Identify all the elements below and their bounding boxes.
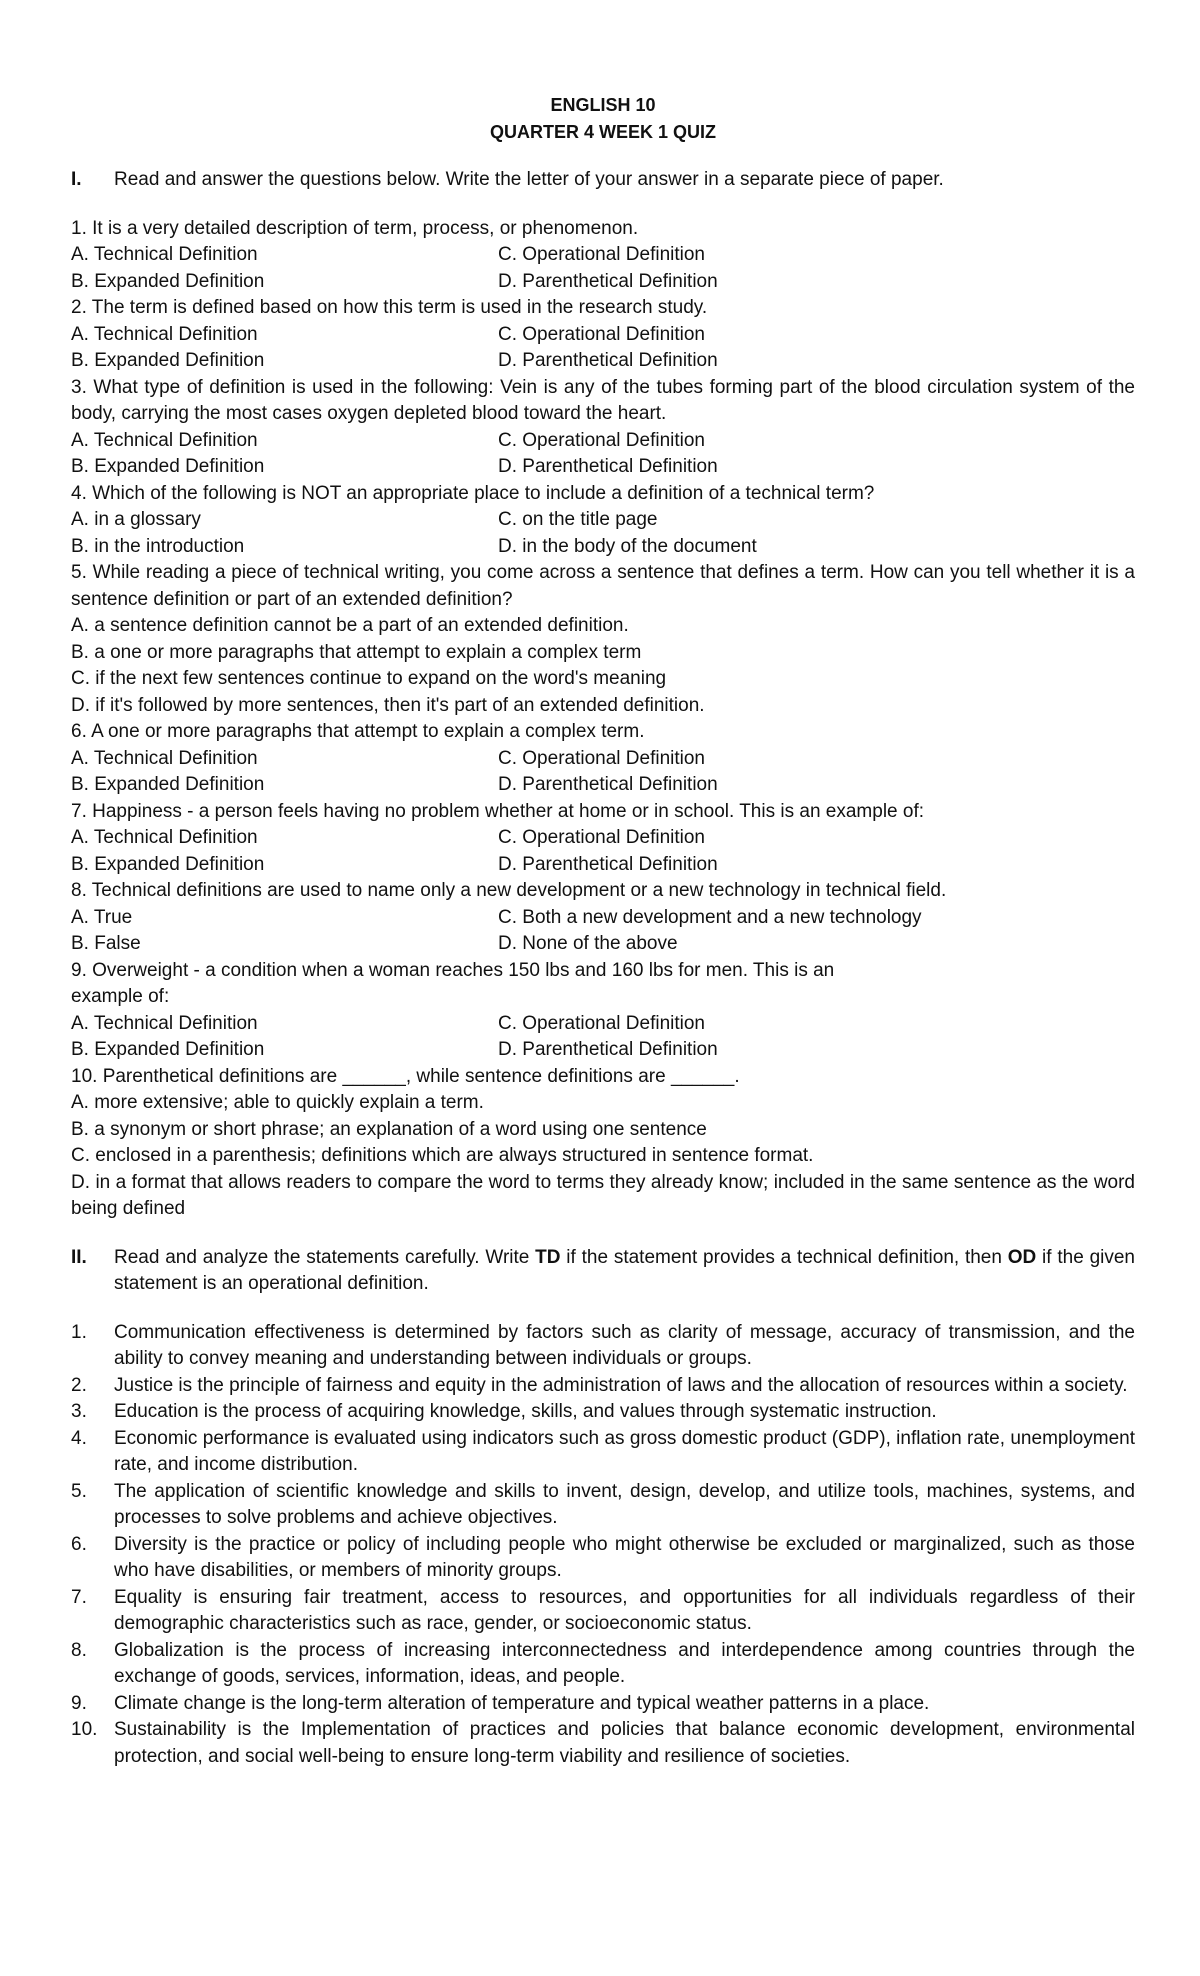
option-row [71,348,1135,375]
statement-number: 6. [71,1533,87,1555]
statement-text: Sustainability is the Implementation of practices and policies that balance economic development, environmental protection, and social well-being to ensure long-term viability and resilience of societies. [114,1719,1135,1767]
option-row [71,772,1135,799]
question-stem: 1. It is a very detailed description of term, process, or phenomenon. [71,217,639,239]
answer-option: B. a one or more paragraphs that attempt to explain a complex term [71,641,642,663]
answer-option: C. Operational Definition [498,323,705,345]
td-keyword: TD [535,1246,561,1268]
question-9 [71,958,1135,1064]
statement-text: Diversity is the practice or policy of including people who might otherwise be excluded or marginalized, such as those who have disabilities, or members of minority groups. [114,1533,1135,1581]
question-stem: 6. A one or more paragraphs that attempt to explain a complex term. [71,721,645,742]
answer-option: A. a sentence definition cannot be a part of an extended definition. [71,615,629,636]
statement-item [71,1320,1135,1373]
question-stem: 7. Happiness - a person feels having no problem whether at home or in school. This is an example of: [71,800,925,822]
statement-number: 5. [71,1480,87,1502]
instruction-part: Read and analyze the statements carefully. Write [114,1246,536,1268]
question-stem: 4. Which of the following is NOT an appropriate place to include a definition of a technical term? [71,482,875,504]
answer-option: D. Parenthetical Definition [498,1039,718,1060]
answer-option: B. Expanded Definition [71,853,265,875]
answer-option: C. Operational Definition [498,1012,705,1034]
answer-option: B. Expanded Definition [71,1039,265,1060]
question-7 [71,799,1135,879]
option-row [71,905,1135,932]
answer-option: D. Parenthetical Definition [498,774,718,795]
statement-number: 4. [71,1427,87,1449]
answer-option: A. in a glossary [71,509,201,530]
answer-option: B. False [71,933,141,954]
answer-option: B. Expanded Definition [71,456,265,477]
question-10 [71,1064,1135,1223]
statement-number: 8. [71,1639,87,1661]
option-row [71,746,1135,773]
question-stem: 10. Parenthetical definitions are ______, while sentence definitions are ______. [71,1065,740,1087]
statement-item [71,1373,1135,1400]
statement-number: 10. [71,1719,98,1740]
answer-option: C. Operational Definition [498,747,705,769]
option-row [71,825,1135,852]
answer-option: B. a synonym or short phrase; an explanation of a word using one sentence [71,1118,707,1140]
answer-option: A. True [71,906,133,928]
statement-text: The application of scientific knowledge and skills to invent, design, develop, and utilize tools, machines, systems, and processes to solve problems and achieve objectives. [114,1480,1135,1528]
statement-number: 7. [71,1586,87,1608]
document-subtitle: QUARTER 4 WEEK 1 QUIZ [489,121,717,142]
answer-option: C. Operational Definition [498,429,705,451]
question-2 [71,295,1135,375]
question-stem: 9. Overweight - a condition when a woman reaches 150 lbs and 160 lbs for men. This is an example of: [71,959,835,1007]
question-8 [71,878,1135,958]
answer-option: C. on the title page [498,509,658,530]
answer-option: A. more extensive; able to quickly explain a term. [71,1092,484,1113]
section-2-statements [71,1320,1135,1771]
answer-option: A. Technical Definition [71,827,258,848]
question-1 [71,216,1135,296]
answer-option: C. enclosed in a parenthesis; definitions which are always structured in sentence format. [71,1145,814,1166]
option-row [71,931,1135,958]
answer-option: A. Technical Definition [71,323,258,345]
answer-option: C. if the next few sentences continue to expand on the word's meaning [71,668,667,689]
section-2-header [71,1245,1135,1298]
answer-option: D. if it's followed by more sentences, then it's part of an extended definition. [71,694,705,716]
option-row [71,269,1135,296]
statement-item [71,1717,1135,1770]
section-1-questions [71,216,1135,1223]
question-stem: 8. Technical definitions are used to name only a new development or a new technology in technical field. [71,880,947,901]
question-stem: 5. While reading a piece of technical writing, you come across a sentence that defines a term. How can you tell whether it is a sentence definition or part of an extended definition? [71,562,1135,610]
instruction-part: if the statement provides a technical definition, then [560,1246,1008,1268]
answer-option: A. Technical Definition [71,747,258,769]
statement-text: Globalization is the process of increasing interconnectedness and interdependence among countries through the exchange of goods, services, information, ideas, and people. [114,1639,1135,1687]
option-row [71,852,1135,879]
option-row [71,322,1135,349]
statement-number: 9. [71,1692,87,1714]
answer-option: D. None of the above [498,933,678,954]
section-1-instruction: Read and answer the questions below. Write the letter of your answer in a separate piece of paper. [114,169,944,190]
answer-option: B. Expanded Definition [71,350,265,371]
question-4 [71,481,1135,561]
statement-number: 1. [71,1321,87,1343]
answer-option: C. Operational Definition [498,827,705,848]
answer-option: D. in a format that allows readers to compare the word to terms they already know; included in the same sentence as the word being defined [71,1171,1135,1219]
statement-text: Economic performance is evaluated using indicators such as gross domestic product (GDP), inflation rate, unemployment rate, and income distribution. [114,1427,1135,1475]
answer-option: D. Parenthetical Definition [498,270,718,292]
answer-option: D. Parenthetical Definition [498,456,718,477]
question-stem: 2. The term is defined based on how this term is used in the research study. [71,297,708,318]
option-row [71,1037,1135,1064]
section-2-number: II. [71,1246,87,1268]
section-2-instruction [114,1245,1135,1298]
option-row [71,428,1135,455]
statement-item [71,1399,1135,1426]
question-6 [71,719,1135,799]
answer-option: B. in the introduction [71,535,245,557]
answer-option: D. in the body of the document [498,535,757,557]
statement-number: 2. [71,1374,87,1396]
statement-text: Climate change is the long-term alteration of temperature and typical weather patterns in a place. [114,1692,930,1714]
option-row [71,242,1135,269]
answer-option: C. Operational Definition [498,244,705,265]
answer-option: B. Expanded Definition [71,270,265,292]
answer-option: A. Technical Definition [71,1012,258,1034]
option-row [71,1011,1135,1038]
statement-item [71,1426,1135,1479]
option-row [71,534,1135,561]
question-5 [71,560,1135,719]
instruction-part: if the given statement is an operational definition. [114,1246,1135,1294]
statement-item [71,1479,1135,1532]
question-stem: 3. What type of definition is used in the following: Vein is any of the tubes forming part of the blood circulation system of the body, carrying the most cases oxygen depleted blood toward the heart. [71,376,1135,424]
answer-option: A. Technical Definition [71,244,258,265]
answer-option: D. Parenthetical Definition [498,350,718,371]
statement-text: Justice is the principle of fairness and equity in the administration of laws and the allocation of resources within a society. [114,1374,1128,1396]
answer-option: A. Technical Definition [71,429,258,451]
statement-text: Education is the process of acquiring knowledge, skills, and values through systematic instruction. [114,1401,937,1422]
statement-item [71,1532,1135,1585]
statement-text: Equality is ensuring fair treatment, access to resources, and opportunities for all individuals regardless of their demographic characteristics such as race, gender, or socioeconomic status. [114,1586,1135,1634]
statement-text: Communication effectiveness is determined by factors such as clarity of message, accuracy of transmission, and the ability to convey meaning and understanding between individuals or groups. [114,1321,1135,1369]
section-1-header [71,167,1135,194]
od-keyword: OD [1007,1246,1037,1268]
question-3 [71,375,1135,481]
document-title: ENGLISH 10 [550,95,656,115]
statement-number: 3. [71,1401,87,1422]
section-1-number: I. [71,169,82,190]
statement-item [71,1585,1135,1638]
statement-item [71,1638,1135,1691]
quiz-page [71,92,1135,1770]
statement-item [71,1691,1135,1718]
answer-option: D. Parenthetical Definition [498,853,718,875]
answer-option: B. Expanded Definition [71,774,265,795]
option-row [71,507,1135,534]
option-row [71,454,1135,481]
answer-option: C. Both a new development and a new technology [498,906,922,928]
